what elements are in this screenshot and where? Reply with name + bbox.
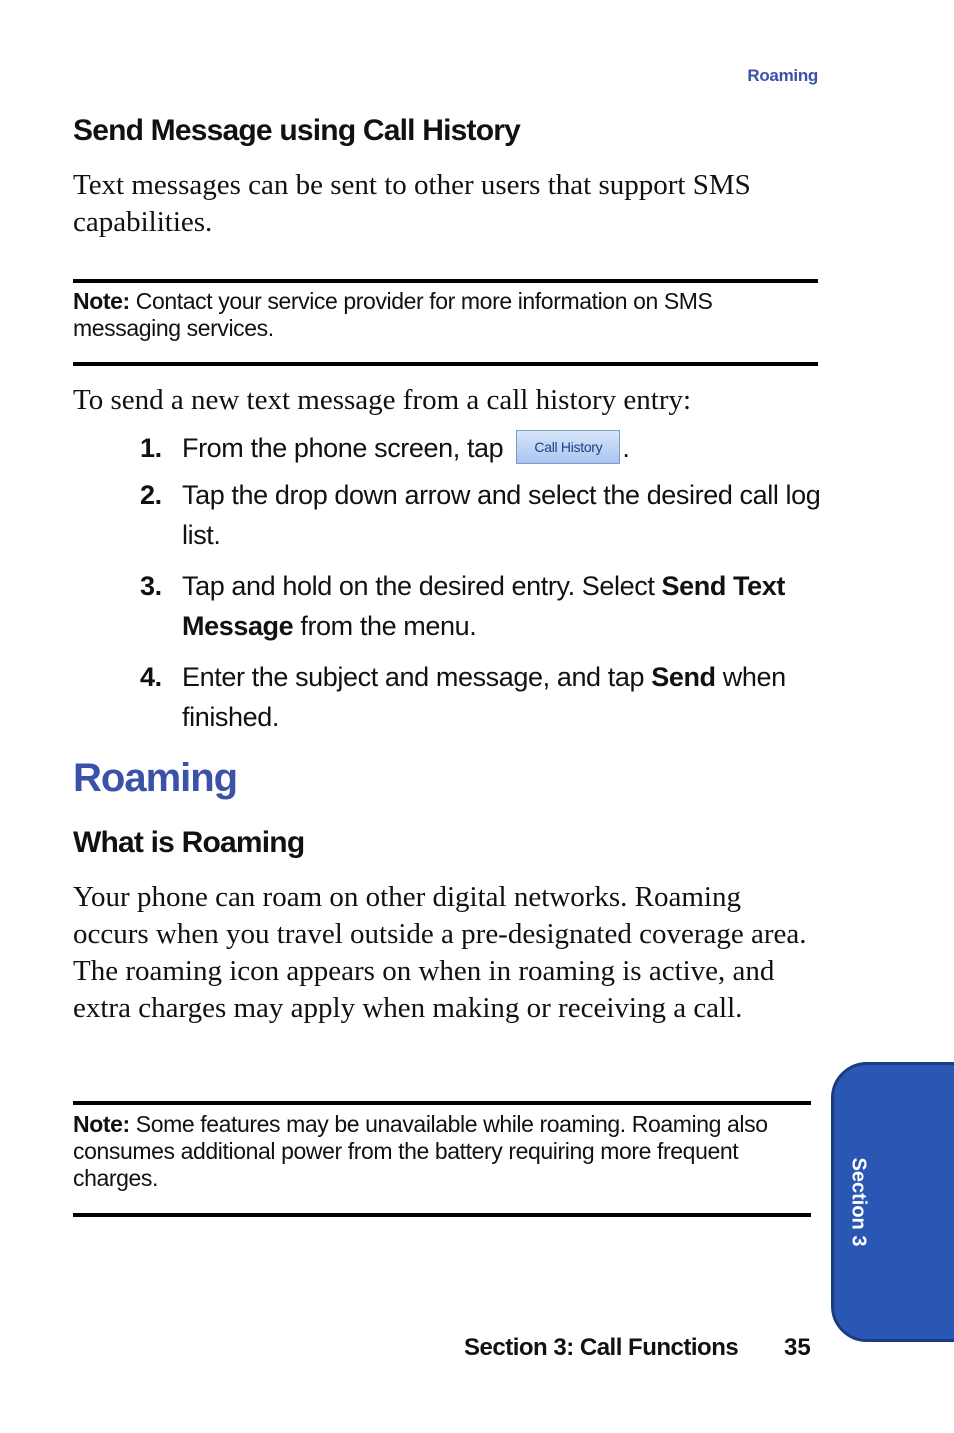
steps-lead: To send a new text message from a call history entry: [73, 384, 692, 416]
note2-top-rule [73, 1101, 811, 1105]
note-label: Note: [73, 288, 130, 314]
step-text-end: when finished. [182, 662, 786, 732]
step-text: Tap and hold on the desired entry. Select [182, 571, 662, 601]
step-number: 1. [140, 433, 162, 463]
note-roaming [73, 1111, 793, 1192]
footer-page-number: 35 [784, 1334, 811, 1361]
step-text-end: from the menu. [293, 611, 477, 641]
note2-bottom-rule [73, 1213, 811, 1217]
subheading-what-is-roaming: What is Roaming [73, 826, 305, 859]
step-number: 4. [140, 662, 162, 692]
note-bottom-rule [73, 362, 818, 366]
intro-paragraph: Text messages can be sent to other users that support SMS capabilities. [73, 169, 751, 238]
step-text: From the phone screen, tap [182, 433, 511, 463]
note-sms [73, 288, 773, 342]
footer-section-title: Section 3: Call Functions [464, 1334, 739, 1361]
step-number: 2. [140, 480, 162, 510]
note-text: Some features may be unavailable while roaming. Roaming also consumes additional power from the battery requiring more frequent charges. [73, 1111, 768, 1191]
step-bold: Send [651, 662, 716, 692]
running-header: Roaming [747, 66, 818, 85]
side-tab-label: Section 3 [847, 1157, 870, 1247]
step-text-end: . [622, 433, 630, 463]
step-number: 3. [140, 571, 162, 601]
note-text: Contact your service provider for more information on SMS messaging services. [73, 288, 713, 341]
step-bold: Send Text Message [182, 571, 785, 641]
section-title-send-message: Send Message using Call History [73, 114, 520, 147]
note-label: Note: [73, 1111, 130, 1137]
section-heading-roaming: Roaming [73, 756, 238, 800]
call-history-button[interactable]: Call History [516, 430, 620, 464]
note-top-rule [73, 279, 818, 283]
step-text: Tap the drop down arrow and select the desired call log list. [182, 480, 821, 550]
roaming-paragraph: Your phone can roam on other digital networks. Roaming occurs when you travel outside a pre-designated coverage area. The roaming icon appears on when in roaming is active, and extra charges may apply when making or receiving a call. [73, 881, 807, 1024]
step-text: Enter the subject and message, and tap [182, 662, 652, 692]
